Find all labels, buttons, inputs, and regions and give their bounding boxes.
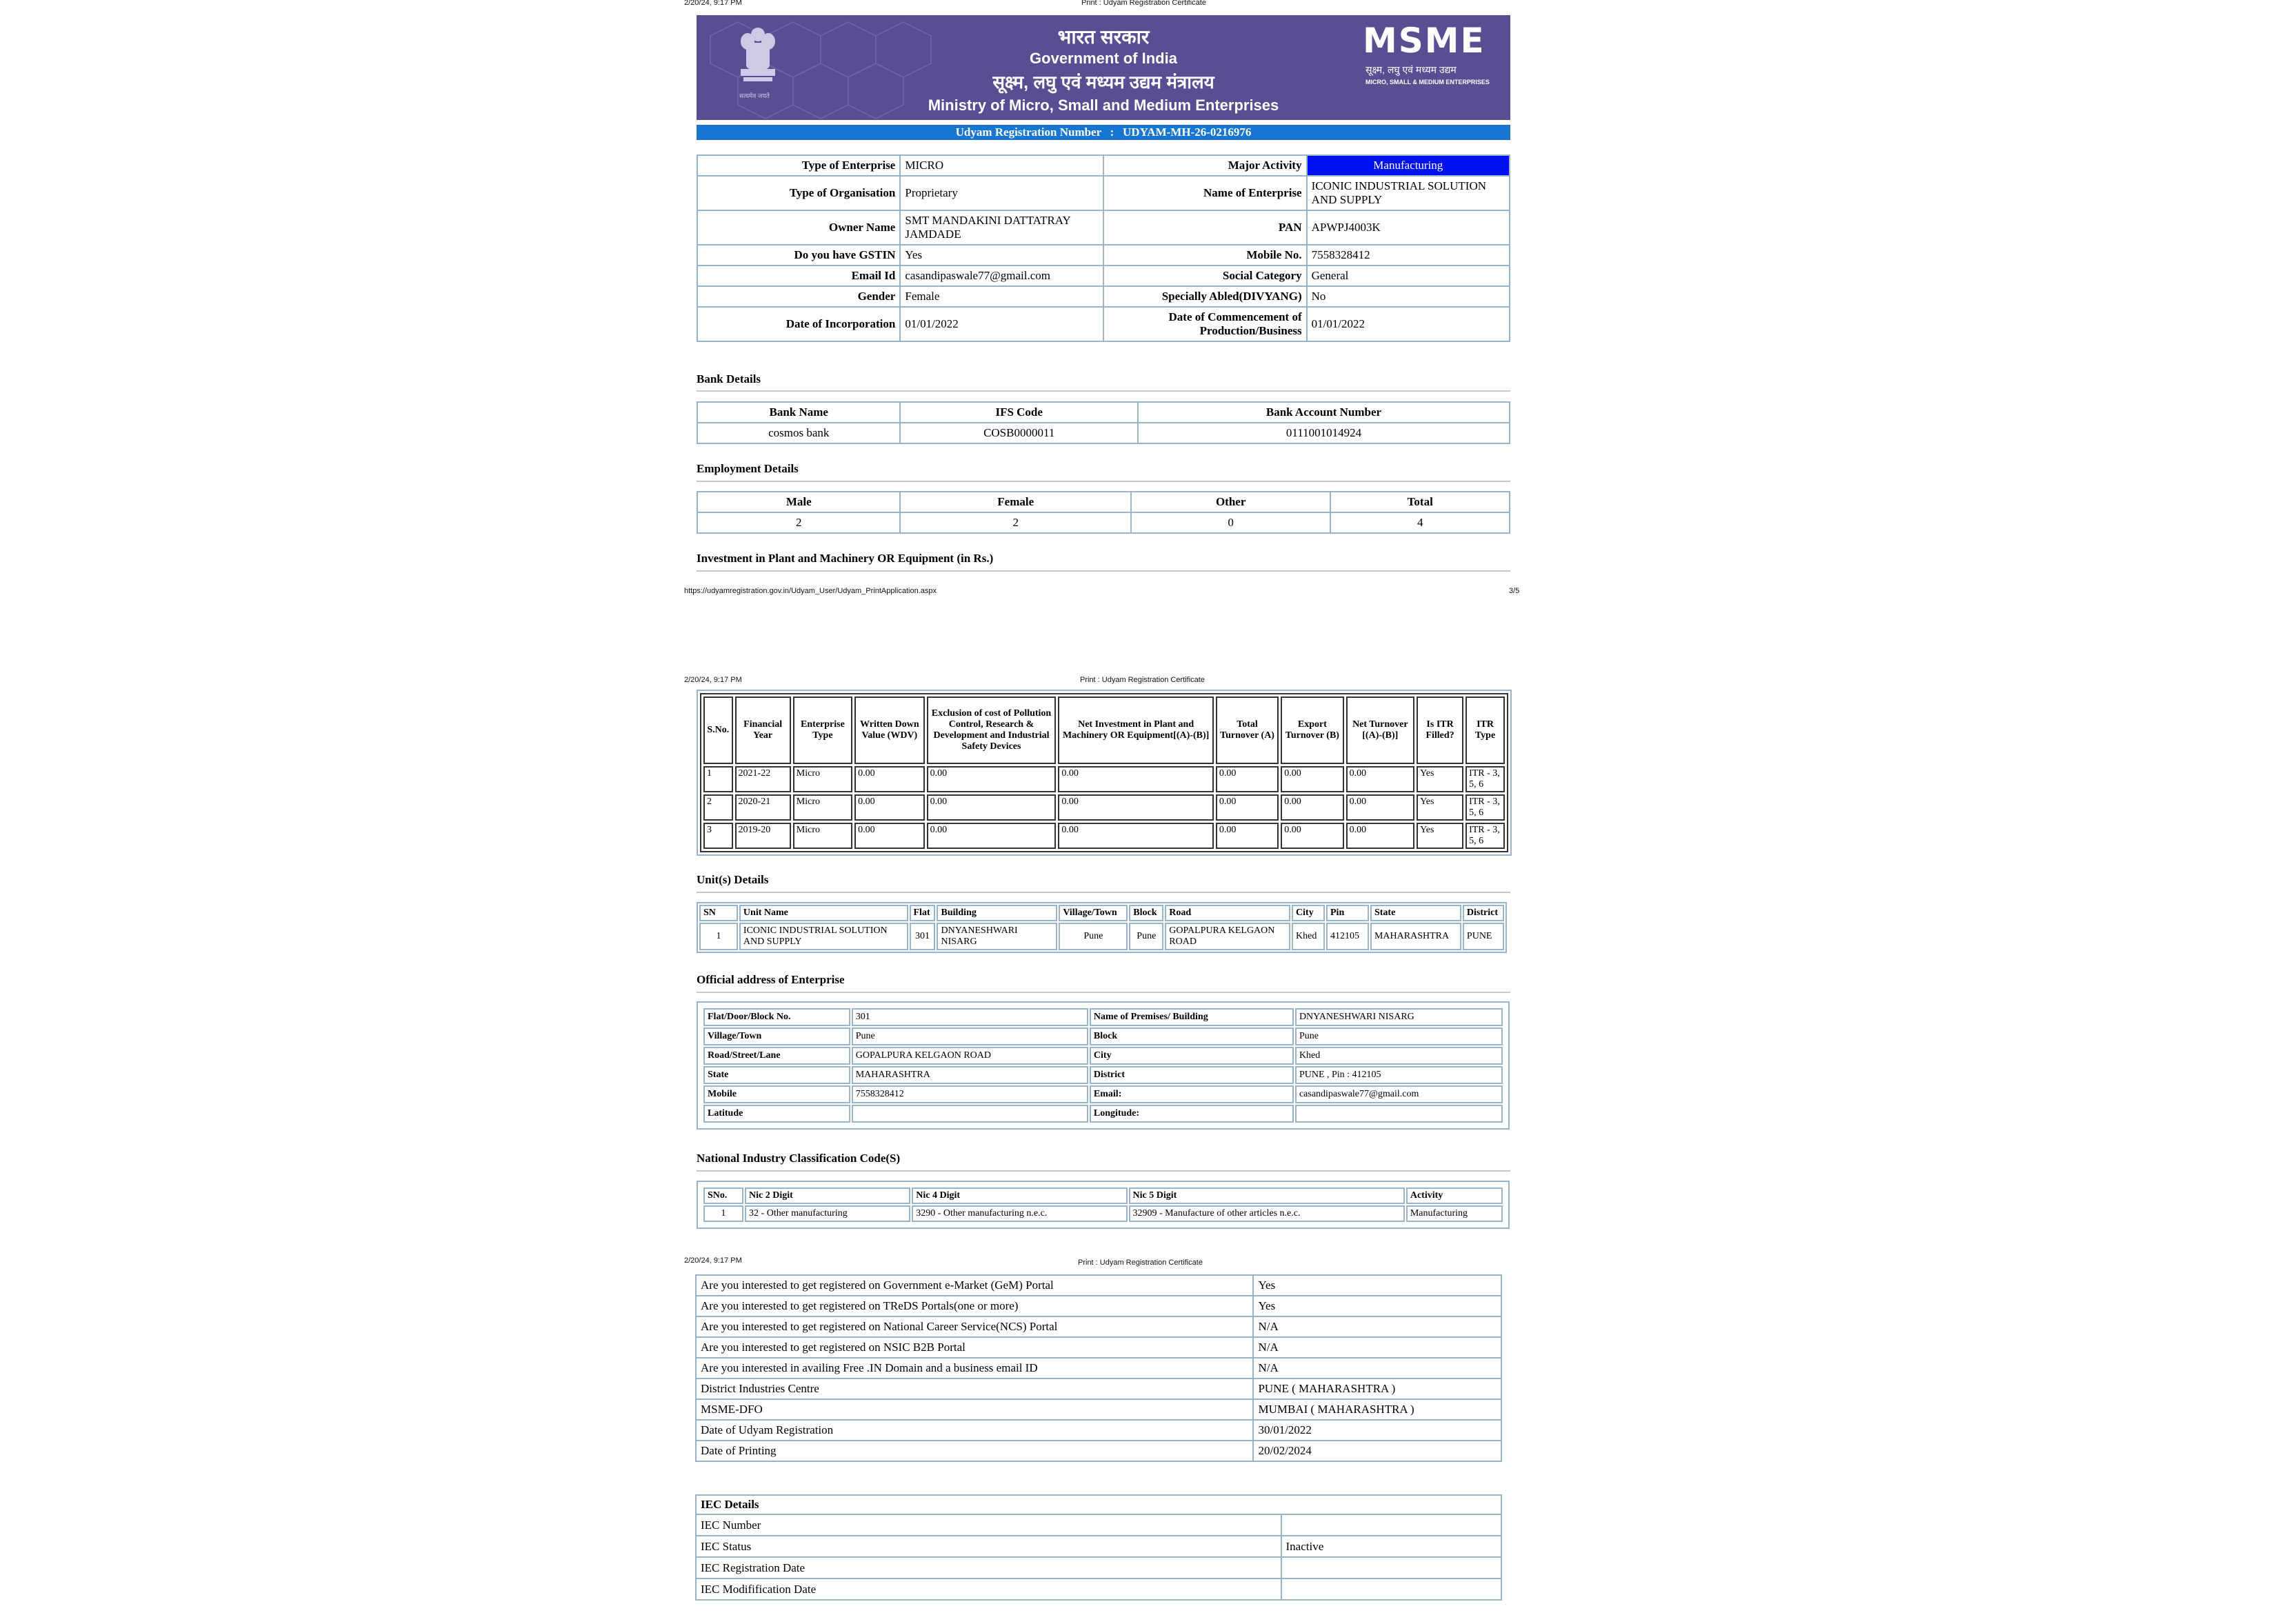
unit-cell: ICONIC INDUSTRIAL SOLUTION AND SUPPLY <box>739 923 908 950</box>
bank-name: cosmos bank <box>697 423 900 443</box>
investment-cell: 0.00 <box>1216 794 1279 821</box>
unit-cell: Pune <box>1059 923 1128 950</box>
detail-row <box>697 176 1510 210</box>
address-label: Email: <box>1090 1085 1294 1103</box>
address-value: Pune <box>852 1027 1088 1045</box>
investment-cell: 0.00 <box>1058 823 1213 849</box>
unit-cell: 301 <box>910 923 936 950</box>
address-row <box>703 1008 1503 1026</box>
investment-cell: Micro <box>793 766 852 792</box>
investment-table <box>700 693 1508 852</box>
other-count: 0 <box>1131 512 1331 533</box>
detail-row <box>697 265 1510 286</box>
investment-cell: 0.00 <box>1281 766 1343 792</box>
question-row <box>696 1316 1501 1337</box>
question-label: Are you interested in availing Free .IN Domain and a business email ID <box>696 1358 1253 1379</box>
question-row <box>696 1358 1501 1379</box>
unit-cell: DNYANESHWARI NISARG <box>937 923 1057 950</box>
table-row <box>703 794 1505 821</box>
detail-label: Date of Incorporation <box>697 307 900 341</box>
unit-header: City <box>1292 905 1325 921</box>
print-title: Print : Udyam Registration Certificate <box>1078 1259 1203 1267</box>
employment-details-title: Employment Details <box>697 462 799 475</box>
employment-table <box>697 491 1510 534</box>
question-answer: Yes <box>1253 1296 1501 1316</box>
investment-cell: 0.00 <box>1216 823 1279 849</box>
registration-questions-table <box>695 1274 1502 1462</box>
unit-cell: 412105 <box>1326 923 1369 950</box>
investment-cell: 2020-21 <box>735 794 791 821</box>
iec-row <box>696 1578 1501 1600</box>
investment-cell: 0.00 <box>1281 794 1343 821</box>
question-label: District Industries Centre <box>696 1379 1253 1399</box>
bank-details-table <box>697 401 1510 444</box>
unit-header: State <box>1370 905 1461 921</box>
iec-value: Inactive <box>1281 1536 1502 1557</box>
registration-sep: : <box>1110 126 1114 139</box>
nic-table <box>702 1186 1504 1223</box>
unit-header: Unit Name <box>739 905 908 921</box>
address-label: Mobile <box>703 1085 850 1103</box>
investment-cell: Micro <box>793 794 852 821</box>
question-label: Are you interested to get registered on Government e-Market (GeM) Portal <box>696 1275 1253 1296</box>
question-answer: N/A <box>1253 1337 1501 1358</box>
bank-header: IFS Code <box>900 402 1137 423</box>
address-label: Flat/Door/Block No. <box>703 1008 850 1026</box>
detail-value: MICRO <box>900 155 1103 176</box>
female-count: 2 <box>900 512 1130 533</box>
nic-cell: 32 - Other manufacturing <box>745 1205 910 1222</box>
question-label: MSME-DFO <box>696 1399 1253 1420</box>
table-row <box>703 823 1505 849</box>
employment-header: Other <box>1131 492 1331 512</box>
page-number: 3/5 <box>1509 587 1520 595</box>
question-answer: 30/01/2022 <box>1253 1420 1501 1441</box>
unit-header: Village/Town <box>1059 905 1128 921</box>
unit-header: Pin <box>1326 905 1369 921</box>
detail-value: casandipaswale77@gmail.com <box>900 265 1103 286</box>
investment-header: Financial Year <box>735 696 791 764</box>
nic-cell: 3290 - Other manufacturing n.e.c. <box>912 1205 1127 1222</box>
address-row <box>703 1027 1503 1045</box>
address-label: Latitude <box>703 1105 850 1123</box>
hindi-government: भारत सरकार <box>1057 26 1150 48</box>
detail-value: ICONIC INDUSTRIAL SOLUTION AND SUPPLY <box>1307 176 1510 210</box>
address-row <box>703 1066 1503 1084</box>
address-label: Road/Street/Lane <box>703 1047 850 1065</box>
unit-cell: Pune <box>1129 923 1163 950</box>
address-value: GOPALPURA KELGAON ROAD <box>852 1047 1088 1065</box>
table-row <box>703 1205 1503 1222</box>
detail-label: Specially Abled(DIVYANG) <box>1103 286 1307 307</box>
address-value: 301 <box>852 1008 1088 1026</box>
address-value <box>1295 1105 1503 1123</box>
investment-cell: 0.00 <box>1058 794 1213 821</box>
print-datetime: 2/20/24, 9:17 PM <box>684 1256 742 1265</box>
detail-label: Type of Enterprise <box>697 155 900 176</box>
investment-header: Written Down Value (WDV) <box>854 696 925 764</box>
question-row <box>696 1441 1501 1461</box>
address-value: Khed <box>1295 1047 1503 1065</box>
detail-label: Gender <box>697 286 900 307</box>
detail-label: Date of Commencement of Production/Business <box>1103 307 1307 341</box>
question-row <box>696 1379 1501 1399</box>
question-label: Are you interested to get registered on TReDS Portals(one or more) <box>696 1296 1253 1316</box>
account-number: 0111001014924 <box>1138 423 1510 443</box>
employment-header: Total <box>1330 492 1510 512</box>
question-answer: 20/02/2024 <box>1253 1441 1501 1461</box>
nic-header: Nic 4 Digit <box>912 1187 1127 1204</box>
nic-header: Nic 5 Digit <box>1129 1187 1405 1204</box>
investment-cell: 0.00 <box>927 766 1057 792</box>
question-row <box>696 1275 1501 1296</box>
iec-value <box>1281 1578 1502 1600</box>
official-address-table <box>702 1007 1504 1124</box>
detail-label: Owner Name <box>697 210 900 245</box>
gov-banner <box>697 15 1510 120</box>
address-row <box>703 1105 1503 1123</box>
address-label: State <box>703 1066 850 1084</box>
investment-cell: Yes <box>1417 823 1463 849</box>
investment-header: Net Turnover [(A)-(B)] <box>1346 696 1415 764</box>
unit-details-title: Unit(s) Details <box>697 873 769 886</box>
iec-row <box>696 1557 1501 1578</box>
detail-label: Social Category <box>1103 265 1307 286</box>
question-row <box>696 1337 1501 1358</box>
investment-cell: 0.00 <box>1216 766 1279 792</box>
investment-cell: ITR - 3, 5, 6 <box>1465 766 1505 792</box>
unit-cell: PUNE <box>1463 923 1504 950</box>
iec-label: IEC Status <box>696 1536 1281 1557</box>
table-row <box>703 766 1505 792</box>
question-answer: Yes <box>1253 1275 1501 1296</box>
unit-header: District <box>1463 905 1504 921</box>
iec-value <box>1281 1557 1502 1578</box>
investment-cell: 0.00 <box>927 823 1057 849</box>
question-label: Date of Printing <box>696 1441 1253 1461</box>
question-answer: PUNE ( MAHARASHTRA ) <box>1253 1379 1501 1399</box>
major-activity-value: Manufacturing <box>1307 155 1510 176</box>
address-value: 7558328412 <box>852 1085 1088 1103</box>
address-value: casandipaswale77@gmail.com <box>1295 1085 1503 1103</box>
address-label: District <box>1090 1066 1294 1084</box>
question-label: Are you interested to get registered on NSIC B2B Portal <box>696 1337 1253 1358</box>
print-datetime: 2/20/24, 9:17 PM <box>684 0 742 7</box>
detail-row <box>697 245 1510 265</box>
detail-row <box>697 210 1510 245</box>
unit-header: Block <box>1129 905 1163 921</box>
investment-header: S.No. <box>703 696 733 764</box>
detail-value: Yes <box>900 245 1103 265</box>
detail-label: Name of Enterprise <box>1103 176 1307 210</box>
government-of-india: Government of India <box>1030 50 1177 67</box>
msme-hindi: सूक्ष्म, लघु एवं मध्यम उद्यम <box>1365 64 1457 75</box>
question-label: Date of Udyam Registration <box>696 1420 1253 1441</box>
investment-cell: 0.00 <box>1346 766 1415 792</box>
investment-cell: ITR - 3, 5, 6 <box>1465 794 1505 821</box>
iec-value <box>1281 1514 1502 1536</box>
address-label: Name of Premises/ Building <box>1090 1008 1294 1026</box>
print-title: Print : Udyam Registration Certificate <box>1081 0 1206 7</box>
investment-title: Investment in Plant and Machinery OR Equipment (in Rs.) <box>697 552 994 565</box>
detail-value: APWPJ4003K <box>1307 210 1510 245</box>
detail-label: PAN <box>1103 210 1307 245</box>
detail-label: Mobile No. <box>1103 245 1307 265</box>
question-row <box>696 1399 1501 1420</box>
ifs-code: COSB0000011 <box>900 423 1137 443</box>
address-label: Village/Town <box>703 1027 850 1045</box>
enterprise-details-table <box>697 154 1510 342</box>
question-label: Are you interested to get registered on National Career Service(NCS) Portal <box>696 1316 1253 1337</box>
registration-value: UDYAM-MH-26-0216976 <box>1123 126 1252 139</box>
question-answer: N/A <box>1253 1316 1501 1337</box>
unit-header: SN <box>699 905 738 921</box>
detail-row <box>697 307 1510 341</box>
employment-header: Female <box>900 492 1130 512</box>
address-label: City <box>1090 1047 1294 1065</box>
nic-title: National Industry Classification Code(S) <box>697 1152 901 1165</box>
investment-cell: 2021-22 <box>735 766 791 792</box>
detail-value: General <box>1307 265 1510 286</box>
unit-cell: GOPALPURA KELGAON ROAD <box>1165 923 1290 950</box>
investment-cell: 0.00 <box>1058 766 1213 792</box>
address-label: Longitude: <box>1090 1105 1294 1123</box>
iec-label: IEC Number <box>696 1514 1281 1536</box>
investment-cell: 3 <box>703 823 733 849</box>
investment-cell: 1 <box>703 766 733 792</box>
iec-label: IEC Modifification Date <box>696 1578 1281 1600</box>
investment-cell: 2019-20 <box>735 823 791 849</box>
detail-label: Email Id <box>697 265 900 286</box>
iec-label: IEC Registration Date <box>696 1557 1281 1578</box>
iec-details-title: IEC Details <box>696 1495 1501 1514</box>
nic-cell: 1 <box>703 1205 743 1222</box>
address-value <box>852 1105 1088 1123</box>
investment-header: Total Turnover (A) <box>1216 696 1279 764</box>
investment-cell: 0.00 <box>927 794 1057 821</box>
investment-header: ITR Type <box>1465 696 1505 764</box>
employment-header: Male <box>697 492 900 512</box>
investment-header: Net Investment in Plant and Machinery OR Equipment[(A)-(B)] <box>1058 696 1213 764</box>
bank-details-title: Bank Details <box>697 372 761 385</box>
address-value: DNYANESHWARI NISARG <box>1295 1008 1503 1026</box>
investment-cell: 0.00 <box>1346 823 1415 849</box>
unit-cell: MAHARASHTRA <box>1370 923 1461 950</box>
bank-header: Bank Account Number <box>1138 402 1510 423</box>
investment-header: Exclusion of cost of Pollution Control, Research & Development and Industrial Safety Devices <box>927 696 1057 764</box>
question-answer: N/A <box>1253 1358 1501 1379</box>
unit-header: Building <box>937 905 1057 921</box>
nic-cell: Manufacturing <box>1406 1205 1503 1222</box>
print-datetime: 2/20/24, 9:17 PM <box>684 676 742 684</box>
page-url: https://udyamregistration.gov.in/Udyam_User/Udyam_PrintApplication.aspx <box>684 587 937 595</box>
iec-details-table <box>695 1494 1502 1601</box>
investment-cell: Yes <box>1417 766 1463 792</box>
question-row <box>696 1420 1501 1441</box>
investment-header: Enterprise Type <box>793 696 852 764</box>
unit-header: Flat <box>910 905 936 921</box>
ministry-name: Ministry of Micro, Small and Medium Enterprises <box>928 97 1279 114</box>
investment-cell: 0.00 <box>854 823 925 849</box>
address-label: Block <box>1090 1027 1294 1045</box>
male-count: 2 <box>697 512 900 533</box>
detail-value: 01/01/2022 <box>900 307 1103 341</box>
question-answer: MUMBAI ( MAHARASHTRA ) <box>1253 1399 1501 1420</box>
units-table <box>697 902 1507 953</box>
registration-label: Udyam Registration Number <box>955 126 1101 139</box>
detail-value: Proprietary <box>900 176 1103 210</box>
address-value: PUNE , Pin : 412105 <box>1295 1066 1503 1084</box>
total-count: 4 <box>1330 512 1510 533</box>
detail-value: Female <box>900 286 1103 307</box>
msme-subtitle: MICRO, SMALL & MEDIUM ENTERPRISES <box>1365 79 1490 86</box>
investment-cell: ITR - 3, 5, 6 <box>1465 823 1505 849</box>
official-address-title: Official address of Enterprise <box>697 973 845 986</box>
question-row <box>696 1296 1501 1316</box>
unit-cell: Khed <box>1292 923 1325 950</box>
msme-logo: MSME <box>1363 21 1485 61</box>
unit-cell: 1 <box>699 923 738 950</box>
address-value: Pune <box>1295 1027 1503 1045</box>
detail-label: Major Activity <box>1103 155 1307 176</box>
detail-value: SMT MANDAKINI DATTATRAY JAMDADE <box>900 210 1103 245</box>
nic-header: Nic 2 Digit <box>745 1187 910 1204</box>
registration-number-bar <box>697 125 1510 140</box>
hindi-ministry: सूक्ष्म, लघु एवं मध्यम उद्यम मंत्रालय <box>992 72 1214 92</box>
investment-header: Export Turnover (B) <box>1281 696 1343 764</box>
nic-header: SNo. <box>703 1187 743 1204</box>
nic-header: Activity <box>1406 1187 1503 1204</box>
address-value: MAHARASHTRA <box>852 1066 1088 1084</box>
investment-cell: 0.00 <box>1346 794 1415 821</box>
unit-header: Road <box>1165 905 1290 921</box>
investment-cell: Micro <box>793 823 852 849</box>
detail-row <box>697 286 1510 307</box>
emblem-caption: सत्यमेव जयते <box>739 92 770 99</box>
detail-row <box>697 155 1510 176</box>
detail-label: Type of Organisation <box>697 176 900 210</box>
detail-value: No <box>1307 286 1510 307</box>
investment-cell: 2 <box>703 794 733 821</box>
investment-header: Is ITR Filled? <box>1417 696 1463 764</box>
address-row <box>703 1085 1503 1103</box>
investment-cell: 0.00 <box>854 766 925 792</box>
investment-cell: 0.00 <box>854 794 925 821</box>
nic-cell: 32909 - Manufacture of other articles n.e.c. <box>1129 1205 1405 1222</box>
detail-value: 7558328412 <box>1307 245 1510 265</box>
detail-value: 01/01/2022 <box>1307 307 1510 341</box>
print-title: Print : Udyam Registration Certificate <box>1080 676 1205 684</box>
iec-row <box>696 1514 1501 1536</box>
investment-cell: Yes <box>1417 794 1463 821</box>
table-row <box>699 923 1504 950</box>
detail-label: Do you have GSTIN <box>697 245 900 265</box>
investment-cell: 0.00 <box>1281 823 1343 849</box>
iec-row <box>696 1536 1501 1557</box>
address-row <box>703 1047 1503 1065</box>
bank-header: Bank Name <box>697 402 900 423</box>
